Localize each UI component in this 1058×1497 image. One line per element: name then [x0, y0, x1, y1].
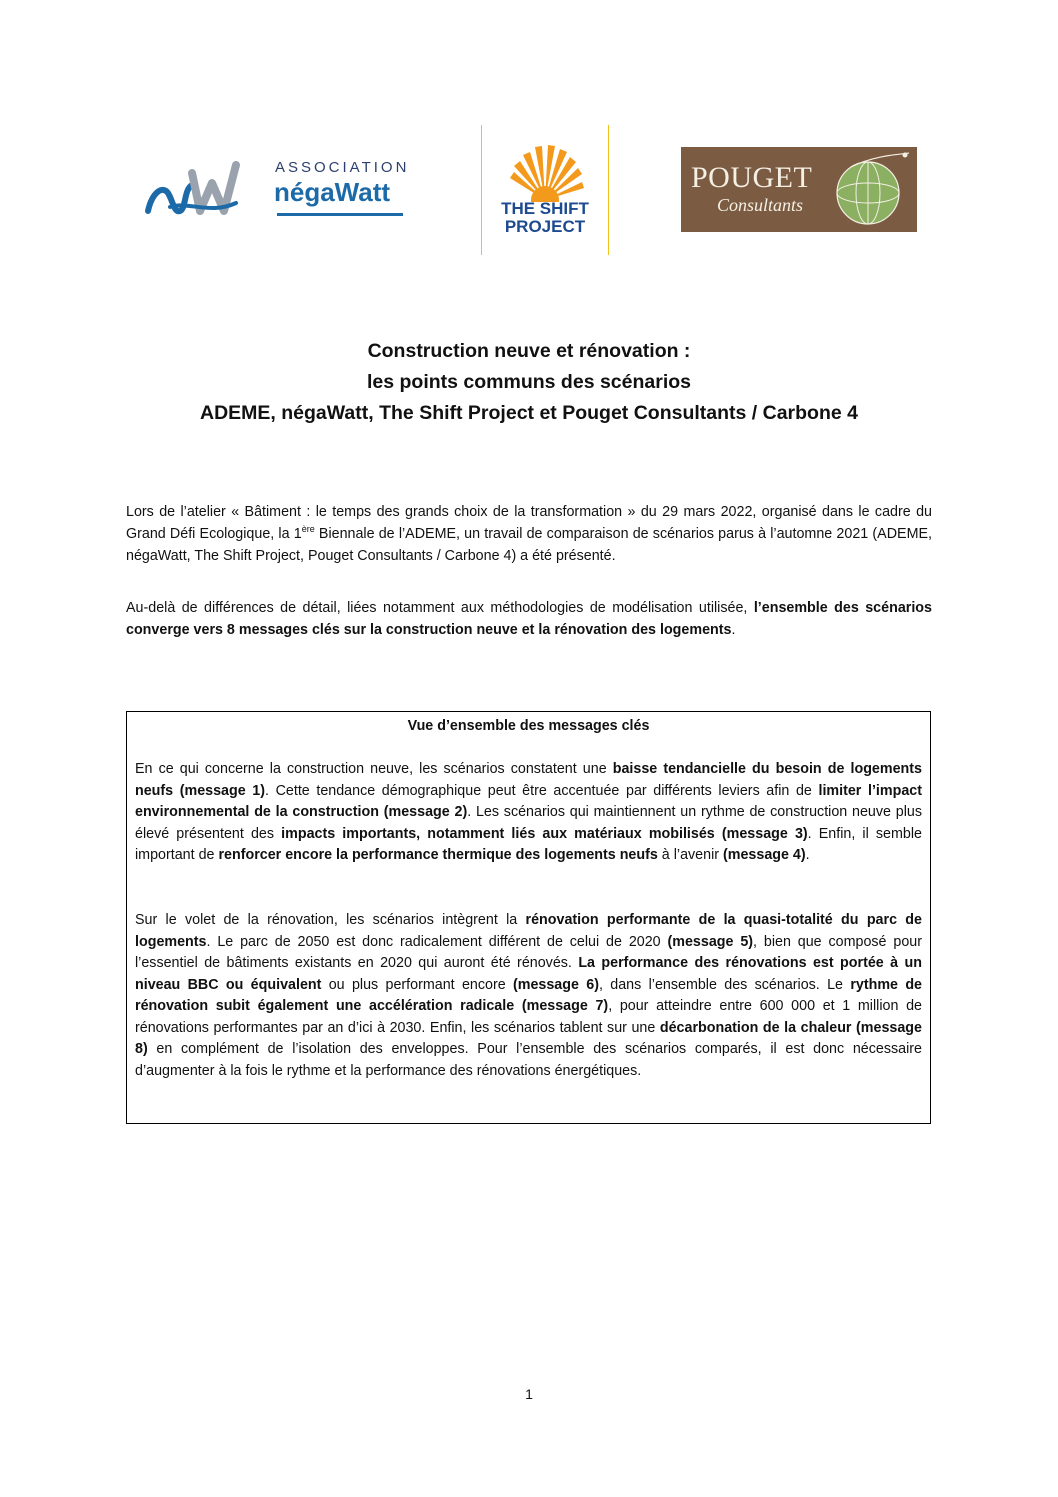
- renovation-text-5: , dans l’ensemble des scénarios. Le: [598, 976, 851, 993]
- construction-text-2: . Cette tendance démographique peut être accentuée par différents leviers afin de: [265, 782, 819, 799]
- renovation-bold-3: La performance des rénovations est portée à un niveau BBC ou équivalent: [135, 955, 923, 993]
- convergence-text-1: Au-delà de différences de détail, liées notamment aux méthodologies de modélisation utilisée,: [126, 600, 754, 616]
- renovation-text-6: , pour atteindre entre 600 000 et 1 million de rénovations performantes par an d’ici à 2030. Enfin, les scénarios tablent sur une: [135, 998, 922, 1036]
- shift-logo-rule-right: [608, 125, 609, 255]
- intro-superscript: ère: [301, 524, 315, 535]
- negawatt-logo-underline: [277, 213, 403, 216]
- renovation-text-7: en complément de l’isolation des enveloppes. Pour l’ensemble des scénarios comparés, il est donc nécessaire d’augmenter à la fois le rythme et la performance des rénovations énergétiques.: [135, 1041, 922, 1079]
- construction-bold-2: limiter l’impact environnemental de la construction (message 2): [135, 782, 922, 820]
- shift-logo-line1: THE SHIFT: [501, 199, 589, 218]
- renovation-paragraph: [135, 910, 922, 1082]
- convergence-bold: l’ensemble des scénarios converge vers 8 messages clés sur la construction neuve et la rénovation des logements: [126, 600, 932, 638]
- shift-logo-rule-left: [481, 125, 482, 255]
- intro-text-1: Lors de l’atelier « Bâtiment : le temps des grands choix de la transformation » du 29 mars 2022, organisé dans le cadre du Grand Défi Ecologique, la 1: [126, 504, 932, 542]
- document-title: [0, 336, 1058, 429]
- construction-bold-4: renforcer encore la performance thermique des logements neufs: [218, 847, 658, 863]
- construction-bold-3: impacts importants, notamment liés aux matériaux mobilisés (message 3): [281, 825, 808, 842]
- page-number: 1: [525, 1386, 533, 1402]
- convergence-paragraph: [126, 597, 932, 641]
- negawatt-logo-line1: ASSOCIATION: [275, 159, 410, 176]
- shift-sun-icon: [490, 130, 600, 202]
- globe-icon: [831, 147, 917, 232]
- pouget-logo-line1: POUGET: [691, 161, 813, 194]
- key-messages-box: [126, 711, 931, 1124]
- construction-bold-1: baisse tendancielle du besoin de logements neufs (message 1): [135, 761, 922, 799]
- renovation-bold-6: décarbonation de la chaleur (message 8): [135, 1019, 922, 1057]
- shift-project-logo: [490, 130, 600, 245]
- negawatt-logo: [140, 155, 410, 230]
- renovation-bold-2: (message 5): [667, 933, 754, 950]
- construction-text-1: En ce qui concerne la construction neuve, les scénarios constatent une: [135, 761, 613, 777]
- title-line-1: Construction neuve et rénovation :: [367, 340, 691, 362]
- renovation-text-2: . Le parc de 2050 est donc radicalement différent de celui de 2020: [206, 933, 668, 950]
- construction-paragraph: [135, 759, 922, 867]
- negawatt-mark-icon: [140, 155, 270, 230]
- convergence-text-2: .: [731, 622, 736, 638]
- renovation-bold-4: (message 6): [512, 976, 599, 993]
- construction-text-4: . Enfin, il semble important de: [135, 825, 922, 863]
- shift-logo-text: [490, 200, 600, 236]
- title-line-3: ADEME, négaWatt, The Shift Project et Pouget Consultants / Carbone 4: [199, 402, 858, 424]
- renovation-bold-5: rythme de rénovation subit également une accélération radicale (message 7): [135, 976, 923, 1014]
- title-line-2: les points communs des scénarios: [366, 371, 692, 393]
- renovation-text-3: , bien que composé pour l’essentiel de bâtiments existants en 2020 qui auront été rénovés.: [135, 933, 922, 971]
- construction-text-6: .: [805, 847, 810, 863]
- key-messages-heading: Vue d’ensemble des messages clés: [407, 718, 650, 734]
- renovation-text-4: ou plus performant encore: [321, 976, 513, 993]
- renovation-text-1: Sur le volet de la rénovation, les scénarios intègrent la: [135, 912, 526, 928]
- intro-paragraph: [126, 501, 932, 567]
- negawatt-logo-line2: négaWatt: [274, 177, 391, 207]
- renovation-bold-1: rénovation performante de la quasi-totalité du parc de logements: [135, 912, 922, 950]
- construction-text-5: à l’avenir: [657, 847, 723, 863]
- shift-logo-line2: PROJECT: [504, 217, 586, 236]
- construction-bold-5: (message 4): [723, 847, 806, 863]
- pouget-logo-line2: Consultants: [717, 195, 804, 215]
- pouget-logo: [681, 147, 917, 232]
- construction-text-3: . Les scénarios qui maintiennent un rythme de construction neuve plus élevé présentent des: [135, 804, 922, 842]
- intro-text-2: Biennale de l’ADEME, un travail de comparaison de scénarios parus à l’automne 2021 (ADEME, négaWatt, The Shift Project, Pouget Consultants / Carbone 4) a été présenté.: [126, 526, 932, 564]
